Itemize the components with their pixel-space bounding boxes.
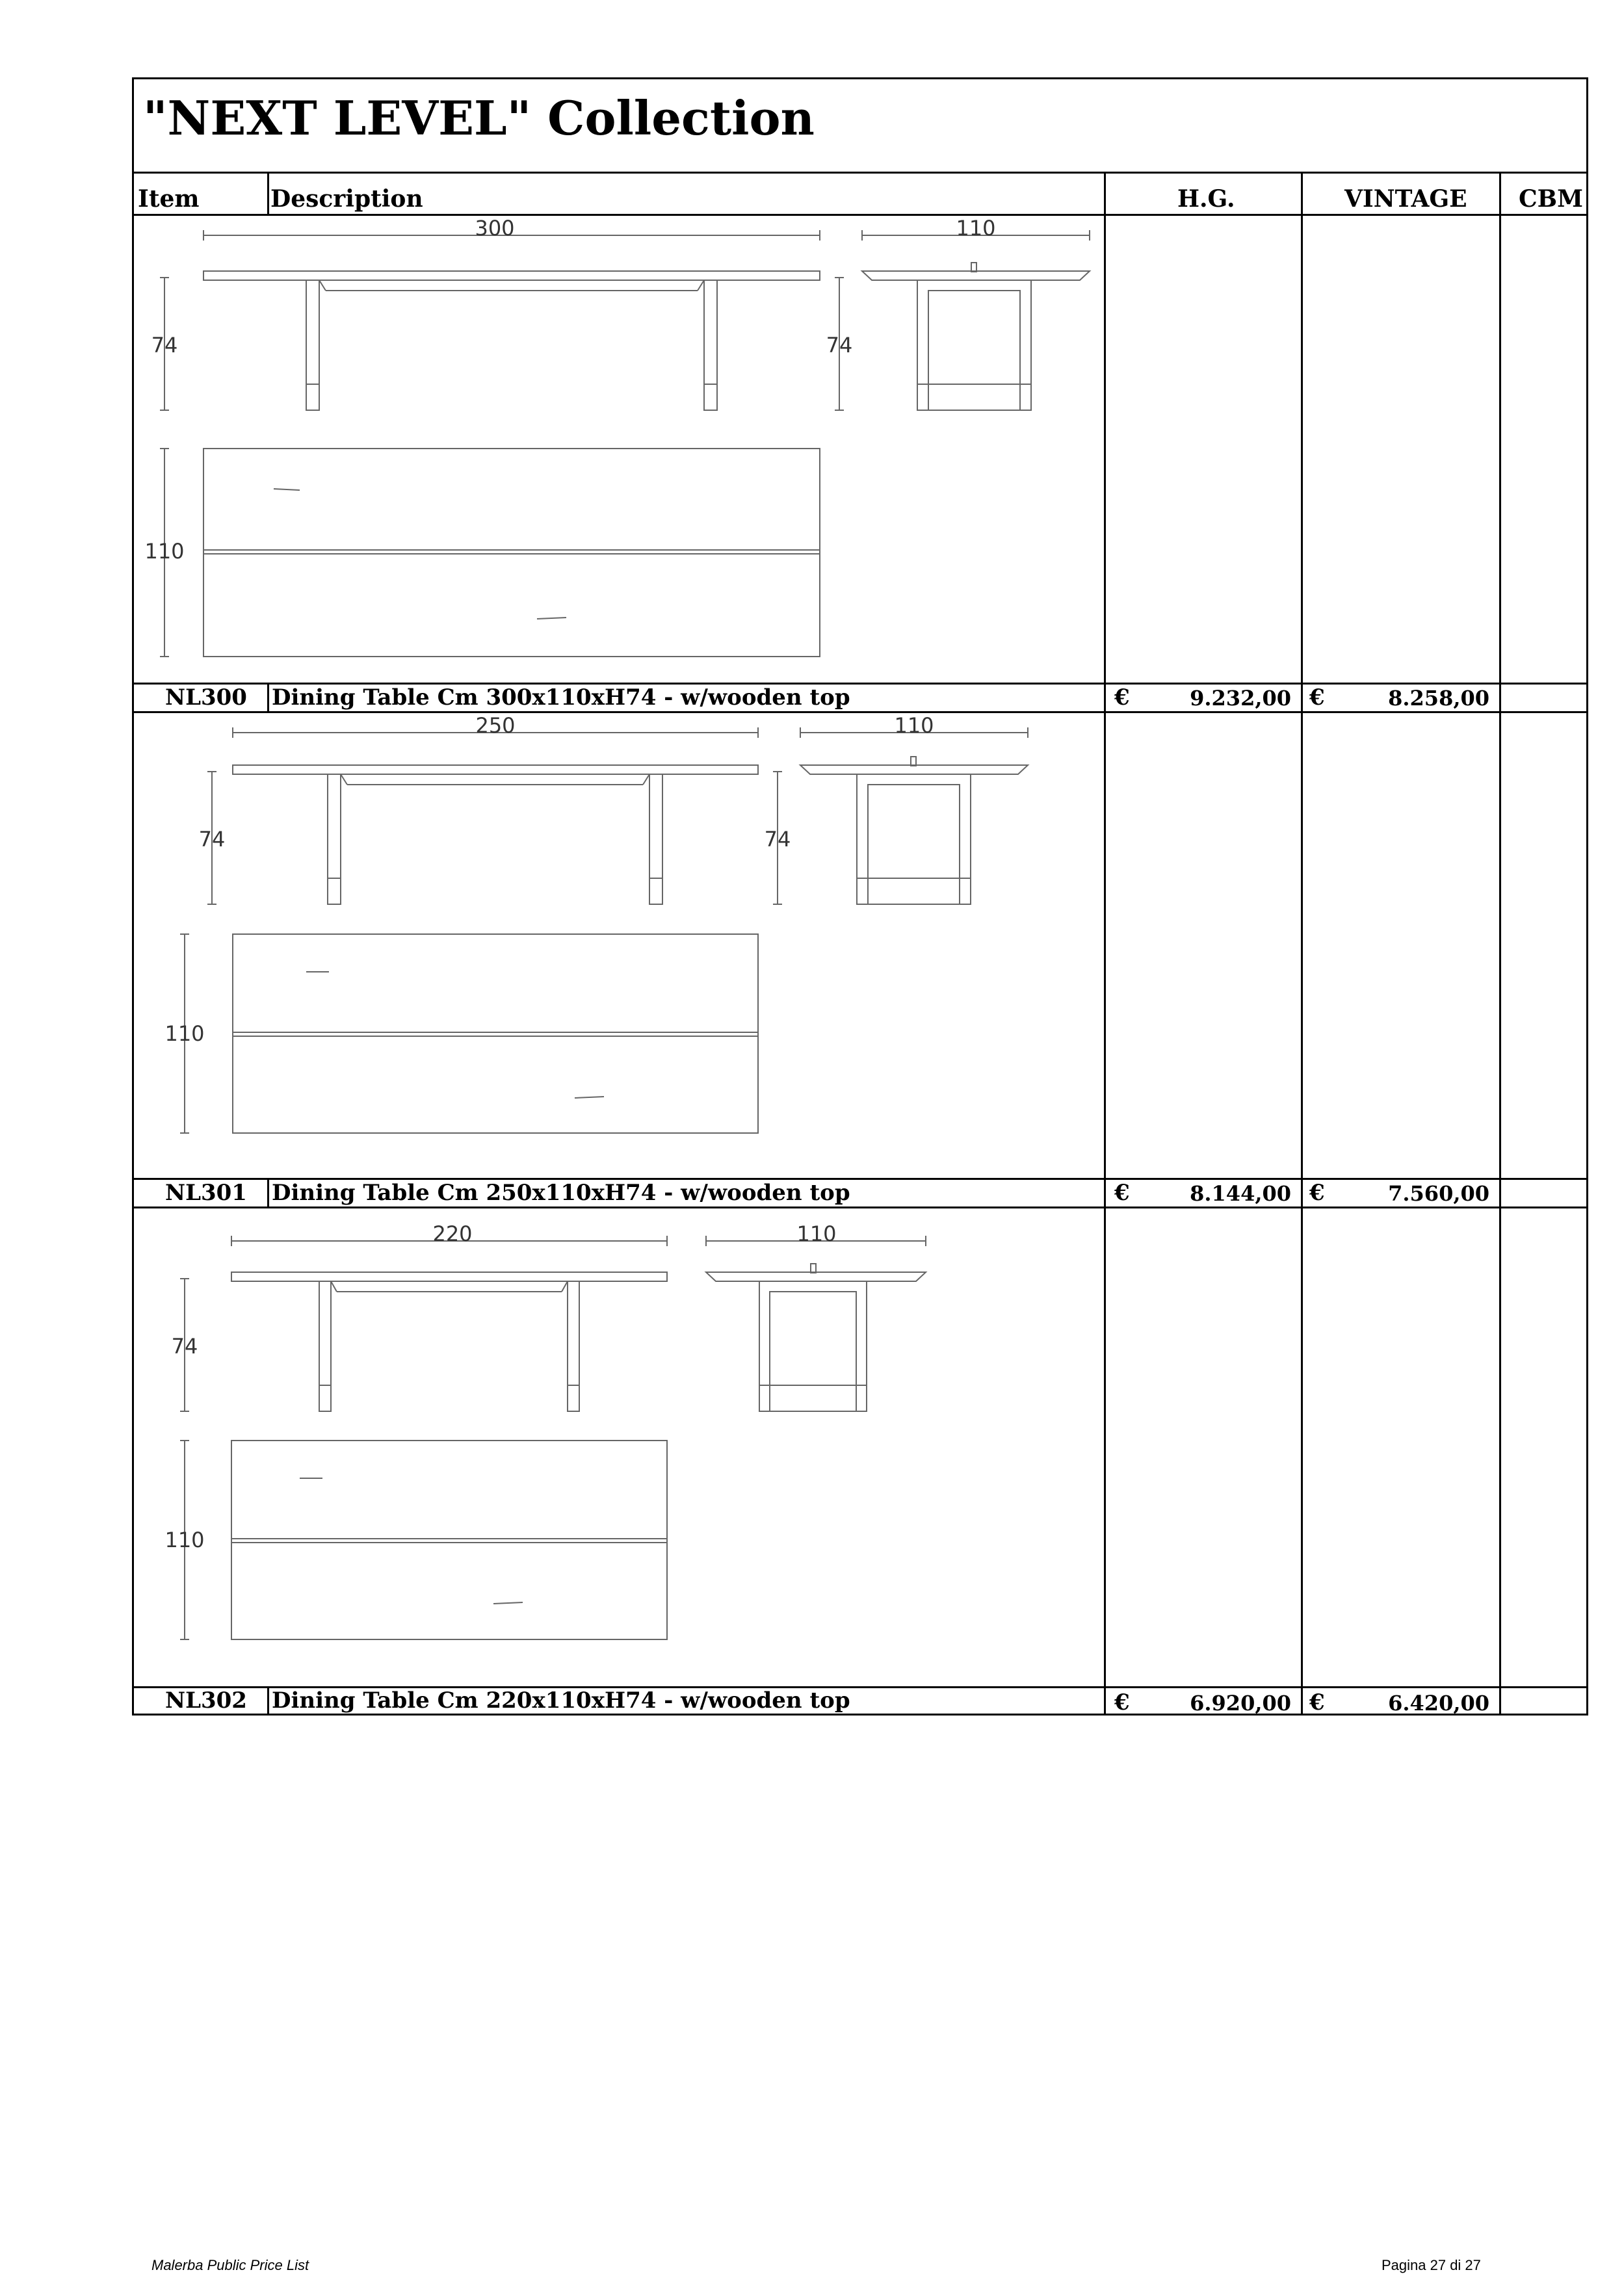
currency-symbol: €: [1114, 1180, 1130, 1206]
currency-symbol: €: [1114, 1689, 1130, 1715]
item-description: Dining Table Cm 250x110xH74 - w/wooden top: [272, 1180, 850, 1206]
header-cbm: CBM: [1519, 185, 1583, 213]
dim-width: 110: [164, 1528, 205, 1552]
price-list-table: [132, 77, 1588, 1715]
collection-title: "NEXT LEVEL" Collection: [143, 90, 815, 146]
item-code: NL300: [165, 685, 247, 711]
dim-width: 110: [164, 1021, 205, 1046]
dim-height: 74: [198, 827, 226, 852]
dim-height: 74: [826, 333, 853, 358]
vintage-price: 6.420,00: [1388, 1691, 1489, 1715]
dim-width: 110: [144, 539, 185, 564]
dim-height: 74: [171, 1334, 198, 1359]
col-sep: [1301, 172, 1303, 1715]
table-drawing: [134, 713, 1103, 1220]
currency-symbol: €: [1309, 1689, 1325, 1715]
currency-symbol: €: [1309, 685, 1325, 711]
dim-length: 220: [432, 1221, 473, 1246]
vintage-price: 7.560,00: [1388, 1181, 1489, 1206]
page-number: Pagina 27 di 27: [1382, 2257, 1481, 2273]
col-sep: [267, 172, 269, 214]
col-sep: [267, 683, 269, 711]
item-code: NL301: [165, 1180, 247, 1206]
dim-width: 110: [796, 1221, 837, 1246]
col-sep: [267, 1178, 269, 1207]
header-item: Item: [138, 185, 200, 213]
table-drawing: [134, 1208, 1103, 1715]
hg-price: 8.144,00: [1190, 1181, 1291, 1206]
col-sep: [267, 1686, 269, 1715]
item-description: Dining Table Cm 220x110xH74 - w/wooden top: [272, 1688, 850, 1714]
title-divider: [134, 172, 1586, 174]
dim-height: 74: [764, 827, 791, 852]
header-hg: H.G.: [1177, 185, 1235, 213]
hg-price: 9.232,00: [1190, 686, 1291, 711]
dim-height: 74: [151, 333, 178, 358]
col-sep: [1104, 172, 1106, 1715]
hg-price: 6.920,00: [1190, 1691, 1291, 1715]
currency-symbol: €: [1114, 685, 1130, 711]
item-code: NL302: [165, 1688, 247, 1714]
currency-symbol: €: [1309, 1180, 1325, 1206]
dim-length: 300: [475, 216, 515, 241]
footer-left: Malerba Public Price List: [151, 2257, 309, 2273]
dim-length: 250: [475, 713, 516, 738]
col-sep: [1499, 172, 1501, 1715]
item-description: Dining Table Cm 300x110xH74 - w/wooden top: [272, 685, 850, 711]
table-drawing: [134, 216, 1103, 762]
vintage-price: 8.258,00: [1388, 686, 1489, 711]
header-description: Description: [270, 185, 423, 213]
dim-width: 110: [894, 713, 934, 738]
header-vintage: VINTAGE: [1344, 185, 1467, 213]
dim-width: 110: [956, 216, 996, 241]
